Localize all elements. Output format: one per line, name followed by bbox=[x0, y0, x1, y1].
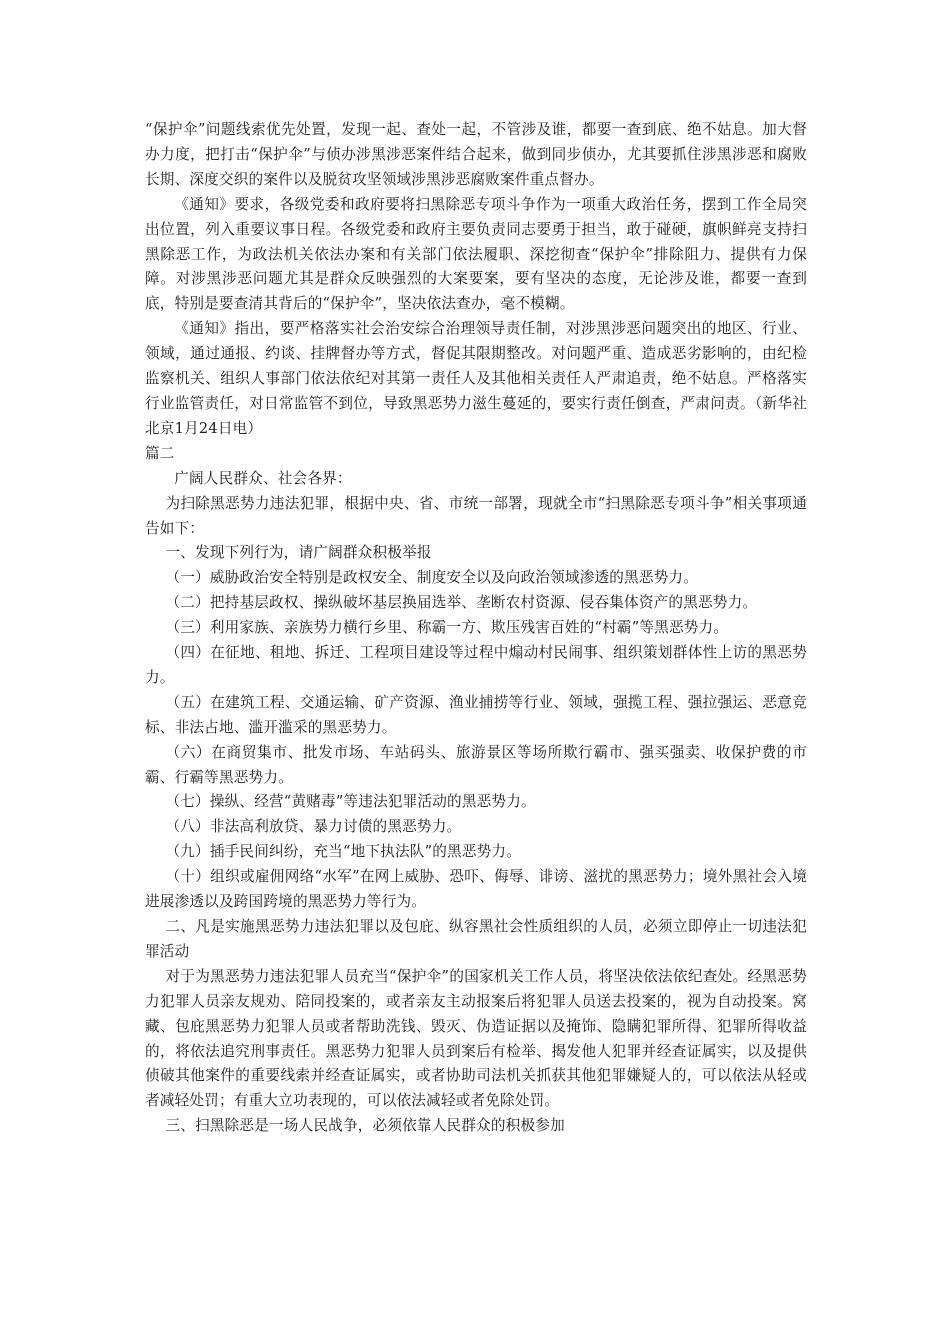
item-1-sub-4: （四）在征地、租地、拆迁、工程项目建设等过程中煽动村民闹事、组织策划群体性上访的黑恶势力。 bbox=[145, 644, 807, 686]
item-1-sub-1: （一）威胁政治安全特别是政权安全、制度安全以及向政治领域渗透的黑恶势力。 bbox=[165, 569, 699, 587]
document-body bbox=[145, 118, 807, 1139]
item-1-sub-7: （七）操纵、经营“黄赌毒”等违法犯罪活动的黑恶势力。 bbox=[165, 793, 536, 811]
item-1-sub-10: （十）组织或雇佣网络“水军”在网上威胁、恐吓、侮辱、诽谤、滋扰的黑恶势力；境外黑社会入境进展渗透以及跨国跨境的黑恶势力等行为。 bbox=[145, 868, 807, 911]
paragraph-3: 《通知》指出，要严格落实社会治安综合治理领导责任制，对涉黑涉恶问题突出的地区、行业、领域，通过通报、约谈、挂牌督办等方式，督促其限期整改。对问题严重、造成恶劣影响的，由纪检监察机关、组织人事部门依法依纪对其第一责任人及其他相关责任人严肃追责，绝不姑息。严格落实行业监管责任，对日常监管不到位，导致黑恶势力滋生蔓延的，要实行责任倒查，严肃问责。（新华社北京1月24日电） bbox=[145, 320, 807, 437]
item-1-sub-3: （三）利用家族、亲族势力横行乡里、称霸一方、欺压残害百姓的“村霸”等黑恶势力。 bbox=[165, 619, 729, 637]
item-2-body: 对于为黑恶势力违法犯罪人员充当“保护伞”的国家机关工作人员，将坚决依法依纪查处。经黑恶势力犯罪人员亲友规劝、陪同投案的，或者亲友主动报案后将犯罪人员送去投案的，视为自动投案。窝藏、包庇黑恶势力犯罪人员或者帮助洗钱、毁灭、伪造证据以及掩饰、隐瞒犯罪所得、犯罪所得收益的，将依法追究刑事责任。黑恶势力犯罪人员到案后有检举、揭发他人犯罪并经查证属实，以及提供侦破其他案件的重要线索并经查证属实，或者协助司法机关抓获其他犯罪嫌疑人的，可以依法从轻或者减轻处罚；有重大立功表现的，可以依法减轻或者免除处罚。 bbox=[145, 967, 807, 1110]
item-1-sub-5: （五）在建筑工程、交通运输、矿产资源、渔业捕捞等行业、领域，强揽工程、强拉强运、恶意竞标、非法占地、滥开滥采的黑恶势力。 bbox=[145, 693, 807, 736]
item-1-sub-8: （八）非法高利放贷、暴力讨债的黑恶势力。 bbox=[165, 818, 462, 836]
section-heading: 篇二 bbox=[145, 444, 175, 462]
item-1-sub-6: （六）在商贸集市、批发市场、车站码头、旅游景区等场所欺行霸市、强买强卖、收保护费的市霸、行霸等黑恶势力。 bbox=[145, 743, 807, 786]
item-1-heading: 一、发现下列行为，请广阔群众积极举报 bbox=[165, 544, 432, 562]
item-2-heading: 二、凡是实施黑恶势力违法犯罪以及包庇、纵容黑社会性质组织的人员，必须立即停止一切违法犯罪活动 bbox=[145, 918, 807, 960]
notice-intro: 为扫除黑恶势力违法犯罪，根据中央、省、市统一部署，现就全市“扫黑除恶专项斗争”相关事项通告如下： bbox=[145, 494, 807, 537]
salutation: 广阔人民群众、社会各界： bbox=[174, 469, 352, 487]
item-1-sub-9: （九）插手民间纠纷，充当“地下执法队”的黑恶势力。 bbox=[165, 843, 522, 861]
item-1-sub-2: （二）把持基层政权、操纵破坏基层换届选举、垄断农村资源、侵吞集体资产的黑恶势力。 bbox=[165, 594, 758, 612]
item-3-heading: 三、扫黑除恶是一场人民战争，必须依靠人民群众的积极参加 bbox=[165, 1117, 565, 1135]
paragraph-2: 《通知》要求，各级党委和政府要将扫黑除恶专项斗争作为一项重大政治任务，摆到工作全局突出位置，列入重要议事日程。各级党委和政府主要负责同志要勇于担当，敢于碰硬，旗帜鲜亮支持扫黑除恶工作，为政法机关依法办案和有关部门依法履职、深挖彻查“保护伞”排除阻力、提供有力保障。对涉黑涉恶问题尤其是群众反映强烈的大案要案，要有坚决的态度，无论涉及谁，都要一查到底，特别是要查清其背后的“保护伞”，坚决依法查办，毫不模糊。 bbox=[145, 195, 807, 313]
paragraph-1: “保护伞”问题线索优先处置，发现一起、查处一起，不管涉及谁，都要一查到底、绝不姑息。加大督办力度，把打击“保护伞”与侦办涉黑涉恶案件结合起来，做到同步侦办，尤其要抓住涉黑涉恶和腐败长期、深度交织的案件以及脱贫攻坚领域涉黑涉恶腐败案件重点督办。 bbox=[145, 121, 807, 188]
